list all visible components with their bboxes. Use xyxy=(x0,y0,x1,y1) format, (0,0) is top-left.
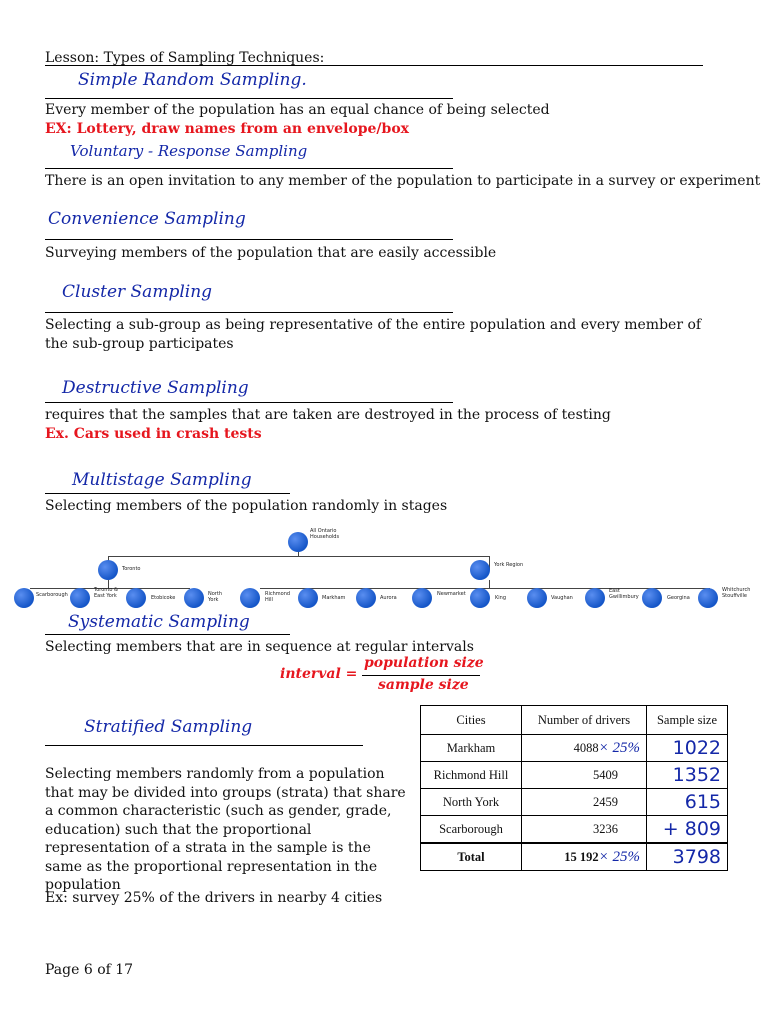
tree-node xyxy=(184,588,204,608)
cell-city: Markham xyxy=(421,735,522,762)
tree-label: Scarborough xyxy=(36,592,68,598)
cell-total-label: Total xyxy=(421,843,522,871)
section-example: Ex: survey 25% of the drivers in nearby 4 cities xyxy=(45,890,383,906)
fraction-bar xyxy=(362,675,480,676)
multistage-tree-diagram xyxy=(0,520,768,615)
drivers-value: 4088 xyxy=(573,740,599,755)
cell-drivers xyxy=(522,735,647,762)
table-row xyxy=(421,735,728,762)
section-example: Ex. Cars used in crash tests xyxy=(45,426,262,442)
total-drivers-value: 15 192 xyxy=(564,849,599,864)
tree-node-root xyxy=(288,532,308,552)
heading-line xyxy=(45,493,290,494)
cell-total-drivers xyxy=(522,843,647,871)
cell-sample: 1022 xyxy=(647,735,728,762)
heading-line xyxy=(45,402,453,403)
section-heading: Convenience Sampling xyxy=(48,209,246,229)
title-underline xyxy=(45,65,703,66)
section-description: Every member of the population has an equal chance of being selected xyxy=(45,102,550,118)
cell-sample: 1352 xyxy=(647,762,728,789)
table-row xyxy=(421,789,728,816)
table-row xyxy=(421,762,728,789)
tree-node xyxy=(470,588,490,608)
tree-node xyxy=(642,588,662,608)
tree-node xyxy=(14,588,34,608)
heading-line xyxy=(45,634,290,635)
cell-city: North York xyxy=(421,789,522,816)
section-heading: Simple Random Sampling. xyxy=(78,70,307,90)
section-description: Selecting members randomly from a population that may be divided into groups (strata) that share a common characteristic (such as gender, grade, education) such that the proportional representation of a strata in the sample is the same as the proportional representation in the population xyxy=(45,766,406,893)
tree-node xyxy=(126,588,146,608)
tree-label: Whitchurch Stouffville xyxy=(722,587,751,599)
tree-label: Toronto xyxy=(122,566,141,572)
table-row xyxy=(421,816,728,844)
tree-label: Georgina xyxy=(667,595,690,601)
handwritten-note: × 25% xyxy=(598,739,640,756)
section-description: requires that the samples that are taken are destroyed in the process of testing xyxy=(45,407,611,423)
tree-node xyxy=(70,588,90,608)
tree-node xyxy=(412,588,432,608)
col-header: Number of drivers xyxy=(522,706,647,735)
col-header: Cities xyxy=(421,706,522,735)
tree-label: Toronto & East York xyxy=(94,587,118,599)
cell-total-sample: 3798 xyxy=(647,843,728,871)
cell-drivers: 2459 xyxy=(522,789,647,816)
section-description: Selecting a sub-group as being representative of the entire population and every member of the sub-group participates xyxy=(45,317,702,352)
section-description: There is an open invitation to any member of the population to participate in a survey or experiment xyxy=(45,173,761,189)
tree-label: Aurora xyxy=(380,595,397,601)
tree-node xyxy=(240,588,260,608)
tree-node-york xyxy=(470,560,490,580)
table-total-row xyxy=(421,843,728,871)
section-description: Selecting members that are in sequence at regular intervals xyxy=(45,639,474,655)
tree-node xyxy=(298,588,318,608)
section-description: Surveying members of the population that are easily accessible xyxy=(45,245,497,261)
tree-node xyxy=(527,588,547,608)
handwritten-note: × 25% xyxy=(598,848,640,865)
tree-label: Markham xyxy=(322,595,346,601)
section-description: Selecting members of the population randomly in stages xyxy=(45,498,448,514)
section-example: EX: Lottery, draw names from an envelope/box xyxy=(45,121,410,137)
cell-sample: + 809 xyxy=(647,816,728,844)
tree-label: Vaughan xyxy=(551,595,573,601)
tree-node xyxy=(585,588,605,608)
tree-label: East Gwillimbury xyxy=(609,588,639,600)
cell-city: Richmond Hill xyxy=(421,762,522,789)
heading-line xyxy=(45,239,453,240)
tree-label: North York xyxy=(208,591,222,603)
section-heading: Multistage Sampling xyxy=(72,470,252,490)
page-number: Page 6 of 17 xyxy=(45,962,134,978)
tree-label: Richmond Hill xyxy=(265,591,291,603)
tree-label: Newmarket xyxy=(437,591,466,597)
col-header: Sample size xyxy=(647,706,728,735)
tree-node xyxy=(698,588,718,608)
section-heading: Voluntary - Response Sampling xyxy=(70,142,308,160)
tree-label: York Region xyxy=(494,562,524,568)
table-header-row xyxy=(421,706,728,735)
heading-line xyxy=(45,745,363,746)
heading-line xyxy=(45,98,453,99)
formula-denominator: sample size xyxy=(378,677,469,693)
formula-numerator: population size xyxy=(364,655,484,671)
tree-label: Etobicoke xyxy=(151,595,176,601)
tree-node-toronto xyxy=(98,560,118,580)
formula-lhs: interval = xyxy=(280,666,358,682)
lesson-title: Lesson: Types of Sampling Techniques: xyxy=(45,50,325,66)
cell-drivers: 5409 xyxy=(522,762,647,789)
heading-line xyxy=(45,312,453,313)
drivers-table xyxy=(420,705,728,871)
section-heading: Cluster Sampling xyxy=(62,282,213,302)
cell-drivers: 3236 xyxy=(522,816,647,844)
cell-city: Scarborough xyxy=(421,816,522,844)
tree-label: King xyxy=(495,595,507,601)
cell-sample: 615 xyxy=(647,789,728,816)
heading-line xyxy=(45,168,453,169)
section-heading: Systematic Sampling xyxy=(68,612,250,632)
tree-node xyxy=(356,588,376,608)
section-heading: Stratified Sampling xyxy=(84,717,253,737)
tree-label-root: All Ontario Households xyxy=(310,528,340,540)
section-heading: Destructive Sampling xyxy=(62,378,249,398)
